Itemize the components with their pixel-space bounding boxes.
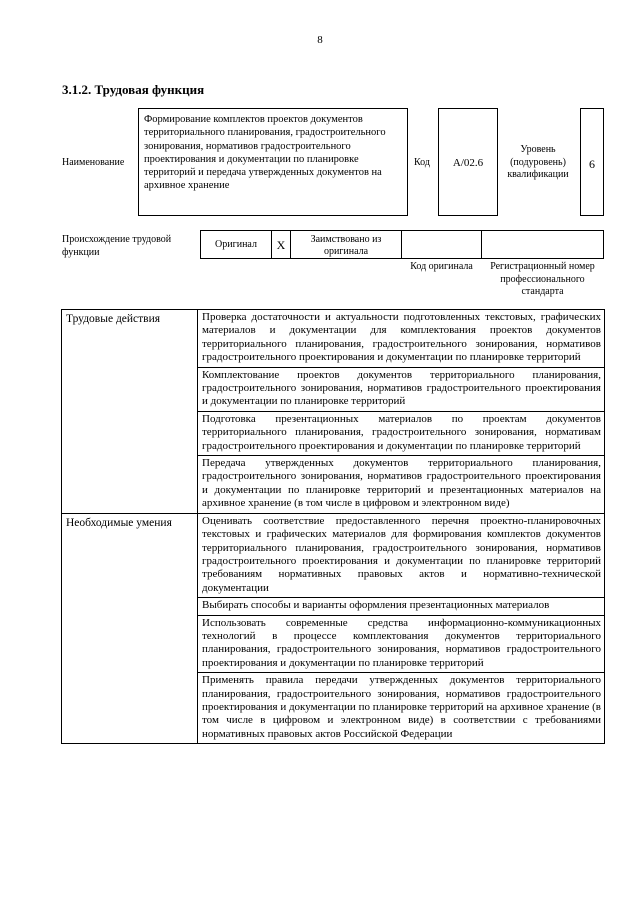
page-number: 8 bbox=[317, 34, 323, 46]
origin-regnum-caption: Регистрационный номер профессионального стандарта bbox=[490, 261, 595, 297]
origin-label: Происхождение трудовой функции bbox=[62, 234, 172, 258]
name-label: Наименование bbox=[62, 157, 125, 168]
origin-original-cell: Оригинал bbox=[200, 230, 272, 259]
required-skill-item: Выбирать способы и варианты оформления презентационных материалов bbox=[198, 598, 605, 615]
labor-actions-label: Трудовые действия bbox=[62, 310, 198, 514]
origin-borrowed-cell: Заимствовано из оригинала bbox=[290, 230, 402, 259]
labor-action-item: Проверка достаточности и актуальности подготовленных текстовых, графических материалов и документации для комплектования проектов документов территориального планирования, градостроительного зонирования, нормативов градостроительного проектирования и документации по планировке территорий bbox=[198, 310, 605, 368]
table-row bbox=[62, 310, 605, 368]
labor-action-item: Передача утвержденных документов территориального планирования, градостроительного зонирования, нормативов градостроительного проектирования и документации по планировке территорий и презентационных материалов на архивное хранение (в том числе в цифровом и электронном виде) bbox=[198, 456, 605, 514]
table-row bbox=[62, 513, 605, 597]
origin-code-cell bbox=[401, 230, 482, 259]
origin-code-caption: Код оригинала bbox=[410, 261, 473, 272]
qualification-level-label: Уровень (подуровень) квалификации bbox=[507, 144, 569, 180]
code-value: A/02.6 bbox=[438, 108, 498, 216]
labor-action-item: Комплектование проектов документов территориального планирования, градостроительного зонирования, нормативов градостроительного проектирования и документации по планировке территорий bbox=[198, 367, 605, 411]
required-skills-label: Необходимые умения bbox=[62, 513, 198, 744]
qualification-level-value: 6 bbox=[580, 108, 604, 216]
origin-mark-cell: X bbox=[271, 230, 291, 259]
required-skill-item: Оценивать соответствие предоставленного перечня проектно-планировочных текстовых и графических материалов для формирования комплектов документов территориального планирования, градостроительного зонирования, нормативов градостроительного проектирования и документации по планировке территорий требованиям нормативных правовых актов и нормативно-технической документации bbox=[198, 513, 605, 597]
required-skill-item: Использовать современные средства информационно-коммуникационных технологий в процессе комплектования документов территориального планирования, градостроительного зонирования, нормативов градостроительного проектирования и документации по планировке территорий bbox=[198, 615, 605, 673]
code-label: Код bbox=[414, 157, 430, 168]
required-skill-item: Применять правила передачи утвержденных документов территориального планирования, градостроительного зонирования, нормативов градостроительного проектирования и документации по планировке территорий на архивное хранение (в том числе в цифровом и электронном виде) в соответствии с требованиями нормативных правовых актов Российской Федерации bbox=[198, 673, 605, 744]
function-details-table bbox=[61, 309, 605, 744]
origin-regnum-cell bbox=[481, 230, 604, 259]
function-name-value: Формирование комплектов проектов документов территориального планирования, градостроительного зонирования, нормативов градостроительного проектирования и документации по планировке территорий и передача утвержденных документов на архивное хранение bbox=[138, 108, 408, 216]
section-title: 3.1.2. Трудовая функция bbox=[62, 82, 205, 97]
labor-action-item: Подготовка презентационных материалов по проектам документов территориального планирования, градостроительного зонирования, нормативам градостроительного проектирования и документации по планировке территорий bbox=[198, 411, 605, 455]
